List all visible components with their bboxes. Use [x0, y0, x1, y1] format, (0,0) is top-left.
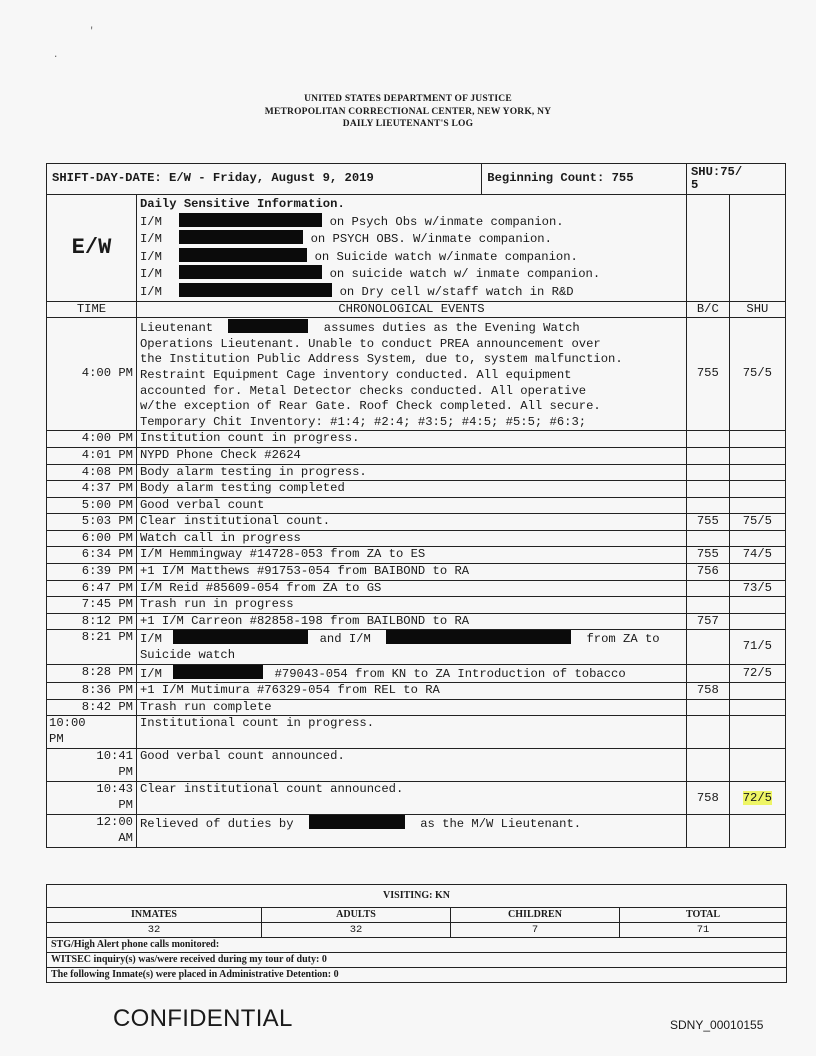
sensitive-prefix: I/M: [139, 284, 162, 299]
entry-shu: [729, 699, 785, 716]
entry-bc: [686, 481, 729, 498]
entry-time-value: 10:41: [96, 749, 133, 764]
entry-time-ampm: AM: [118, 831, 133, 845]
entry-time: [47, 815, 137, 848]
redaction-box: [179, 230, 303, 244]
entry-shu: 74/5: [729, 547, 785, 564]
redaction-box: [179, 283, 332, 297]
sensitive-line: [140, 213, 683, 231]
visiting-header-children: CHILDREN: [451, 908, 620, 923]
header-facility: METROPOLITAN CORRECTIONAL CENTER, NEW YORK, NY: [264, 106, 552, 117]
entry-shu: [729, 716, 785, 749]
redaction-box: [228, 319, 308, 333]
sensitive-text: on PSYCH OBS. W/inmate companion.: [310, 232, 552, 247]
admin-detention-line: The following Inmate(s) were placed in Administrative Detention: 0: [47, 968, 787, 983]
entry-time: 6:34 PM: [47, 547, 137, 564]
entry-bc: [686, 815, 729, 848]
entry-time: [47, 782, 137, 815]
visiting-adults-value: 32: [262, 923, 451, 938]
entry-shu: 75/5: [729, 318, 785, 431]
entry-shu: [729, 782, 785, 815]
entry-time: 8:36 PM: [47, 683, 137, 700]
log-entry: [47, 613, 786, 630]
entry-time: 4:00 PM: [47, 431, 137, 448]
entry-event: +1 I/M Carreon #82858-198 from BAILBOND to RA: [136, 613, 686, 630]
entry-shu: [729, 815, 785, 848]
entry-shu: 72/5: [729, 664, 785, 683]
header-agency: UNITED STATES DEPARTMENT OF JUSTICE: [304, 94, 512, 104]
event-line: [140, 630, 683, 648]
event-text: from ZA to: [586, 632, 660, 647]
log-entry: [47, 580, 786, 597]
lieutenant-log-table: [46, 163, 786, 848]
redaction-box: [309, 815, 405, 829]
entry-time-value: 12:00: [96, 815, 133, 830]
log-entry: [47, 431, 786, 448]
entry-event: [136, 630, 686, 664]
sensitive-text: on Dry cell w/staff watch in R&D: [339, 284, 574, 299]
log-entry: [47, 464, 786, 481]
entry-shu: [729, 530, 785, 547]
entry-bc: 757: [686, 613, 729, 630]
entry-shu: [729, 683, 785, 700]
sensitive-text: on Psych Obs w/inmate companion.: [329, 214, 564, 229]
sensitive-info-row: [47, 195, 786, 302]
event-line: accounted for. Metal Detector checks conducted. All operative: [139, 383, 587, 398]
sensitive-line: [140, 230, 683, 248]
entry-event: +1 I/M Matthews #91753-054 from BAIBOND to RA: [136, 564, 686, 581]
entry-bc: 755: [686, 318, 729, 431]
entry-shu: 73/5: [729, 580, 785, 597]
sensitive-prefix: I/M: [139, 232, 162, 247]
sensitive-text: on Suicide watch w/inmate companion.: [314, 249, 578, 264]
entry-time: 6:47 PM: [47, 580, 137, 597]
log-entry: [47, 447, 786, 464]
log-entry: [47, 530, 786, 547]
log-header-row: [47, 164, 786, 195]
visiting-children-value: 7: [451, 923, 620, 938]
sensitive-prefix: I/M: [139, 214, 162, 229]
entry-shu: [729, 597, 785, 614]
event-text: #79043-054 from KN to ZA Introduction of tobacco: [274, 666, 626, 681]
entry-time: 8:12 PM: [47, 613, 137, 630]
entry-event: Institutional count in progress.: [136, 716, 686, 749]
event-line: w/the exception of Rear Gate. Roof Check completed. All secure.: [139, 399, 601, 414]
visiting-header-inmates: INMATES: [47, 908, 262, 923]
entry-shu: [729, 564, 785, 581]
sensitive-bc-cell: [686, 195, 729, 302]
log-entries: [47, 683, 786, 716]
witsec-line: WITSEC inquiry(s) was/were received during my tour of duty: 0: [47, 953, 787, 968]
col-bc: B/C: [686, 301, 729, 318]
shu-count-bottom: 5: [690, 178, 699, 192]
entry-bc: 756: [686, 564, 729, 581]
event-text: I/M: [139, 666, 162, 681]
event-line: [140, 319, 683, 337]
entry-time-value: 10:43: [96, 782, 133, 797]
stg-line: STG/High Alert phone calls monitored:: [47, 938, 787, 953]
entry-bc: [686, 749, 729, 782]
event-line: Suicide watch: [139, 648, 236, 663]
entry-bc: [686, 630, 729, 664]
redaction-box: [179, 213, 322, 227]
entry-shu: 71/5: [729, 630, 785, 664]
log-entry: [47, 547, 786, 564]
confidential-label: CONFIDENTIAL: [113, 1005, 293, 1032]
redaction-box: [179, 248, 307, 262]
visiting-header-adults: ADULTS: [262, 908, 451, 923]
entry-bc: 758: [686, 782, 729, 815]
col-time: TIME: [47, 301, 137, 318]
column-header-row: [47, 301, 786, 318]
entry-event: [136, 815, 686, 848]
log-entry: [47, 683, 786, 700]
event-line: Temporary Chit Inventory: #1:4; #2:4; #3:5; #4:5; #5:5; #6:3;: [139, 414, 587, 429]
entry-event: Clear institutional count.: [136, 514, 686, 531]
event-text: Lieutenant: [139, 321, 214, 336]
entry-time-ampm: PM: [49, 732, 64, 746]
event-text: and I/M: [319, 632, 371, 647]
entry-shu: [729, 481, 785, 498]
entry-event: Clear institutional count announced.: [136, 782, 686, 815]
redaction-box: [386, 630, 571, 644]
log-entry: [47, 514, 786, 531]
event-text: assumes duties as the Evening Watch: [323, 321, 580, 336]
entry-time: 4:01 PM: [47, 447, 137, 464]
entry-shu: [729, 431, 785, 448]
entry-bc: [686, 597, 729, 614]
entry-time: 6:00 PM: [47, 530, 137, 547]
entry-time-ampm: PM: [118, 765, 133, 779]
log-entry: [47, 497, 786, 514]
sensitive-text: on suicide watch w/ inmate companion.: [329, 267, 601, 282]
entry-event: Body alarm testing completed: [136, 481, 686, 498]
entry-shu: [729, 447, 785, 464]
event-line: Restraint Equipment Cage inventory conducted. All equipment: [139, 367, 572, 382]
event-text: as the M/W Lieutenant.: [420, 817, 582, 832]
entry-time-ampm: PM: [118, 798, 133, 812]
event-text: Relieved of duties by: [139, 817, 294, 832]
entry-time: 4:08 PM: [47, 464, 137, 481]
highlighted-shu-count: 72/5: [742, 790, 772, 805]
entry-bc: [686, 580, 729, 597]
entry-event: Watch call in progress: [136, 530, 686, 547]
entry-time: 4:00 PM: [47, 318, 137, 431]
redaction-box: [173, 665, 263, 679]
sensitive-prefix: I/M: [139, 249, 162, 264]
entry-bc: [686, 664, 729, 683]
entry-shu: [729, 613, 785, 630]
entry-event: [136, 318, 686, 431]
sensitive-prefix: I/M: [139, 267, 162, 282]
entry-time: [47, 716, 137, 749]
entry-time: 8:42 PM: [47, 699, 137, 716]
entry-time: 6:39 PM: [47, 564, 137, 581]
sensitive-title: Daily Sensitive Information.: [139, 197, 345, 211]
entry-shu: 75/5: [729, 514, 785, 531]
entry-time: 5:03 PM: [47, 514, 137, 531]
log-entry: [47, 630, 786, 664]
entry-event: Institution count in progress.: [136, 431, 686, 448]
entry-time: [47, 749, 137, 782]
redaction-box: [179, 265, 322, 279]
log-entry: [47, 318, 786, 431]
shu-count-top: SHU:75/: [690, 165, 743, 179]
log-entries: [47, 431, 786, 630]
visiting-total-value: 71: [620, 923, 787, 938]
log-entry: [47, 699, 786, 716]
entry-event: Trash run in progress: [136, 597, 686, 614]
sensitive-line: [140, 265, 683, 283]
entry-time: 4:37 PM: [47, 481, 137, 498]
visiting-title: VISITING: KN: [47, 885, 787, 908]
entry-event: NYPD Phone Check #2624: [136, 447, 686, 464]
entry-bc: 755: [686, 547, 729, 564]
header-log-title: DAILY LIEUTENANT'S LOG: [342, 119, 474, 129]
entry-event: Good verbal count announced.: [136, 749, 686, 782]
entry-time-value: 10:00: [49, 716, 86, 731]
entry-time: 8:21 PM: [47, 630, 137, 664]
log-entry: [47, 716, 786, 749]
entry-shu: [729, 497, 785, 514]
beginning-count: Beginning Count: 755: [482, 164, 687, 195]
entry-bc: [686, 699, 729, 716]
event-text: I/M: [139, 632, 162, 647]
entry-bc: [686, 497, 729, 514]
entry-time: 5:00 PM: [47, 497, 137, 514]
visiting-inmates-value: 32: [47, 923, 262, 938]
entry-event: Trash run complete: [136, 699, 686, 716]
sensitive-line: [140, 283, 683, 301]
log-entry: [47, 597, 786, 614]
log-entry: [47, 564, 786, 581]
sensitive-shu-cell: [729, 195, 785, 302]
shift-code: E/W: [47, 195, 137, 302]
log-entry: [47, 815, 786, 848]
entry-event: [136, 664, 686, 683]
bates-number: SDNY_00010155: [670, 1018, 764, 1032]
entry-event: Body alarm testing in progress.: [136, 464, 686, 481]
scan-speck: ': [89, 26, 95, 36]
entry-bc: [686, 716, 729, 749]
document-header: [0, 93, 816, 131]
sensitive-line: [140, 248, 683, 266]
visiting-header-total: TOTAL: [620, 908, 787, 923]
entry-event: I/M Hemmingway #14728-053 from ZA to ES: [136, 547, 686, 564]
log-entry: [47, 481, 786, 498]
entry-time: 7:45 PM: [47, 597, 137, 614]
entry-time: 8:28 PM: [47, 664, 137, 683]
scan-speck: .: [53, 50, 59, 60]
redaction-box: [173, 630, 308, 644]
event-line: Operations Lieutenant. Unable to conduct PREA announcement over: [139, 336, 601, 351]
visiting-table: [46, 884, 787, 983]
shu-count-header: [686, 164, 785, 195]
col-shu: SHU: [729, 301, 785, 318]
entry-event: Good verbal count: [136, 497, 686, 514]
sensitive-info-cell: [136, 195, 686, 302]
entry-bc: [686, 447, 729, 464]
entry-bc: [686, 464, 729, 481]
entry-bc: 758: [686, 683, 729, 700]
log-entry: [47, 664, 786, 683]
log-entry: [47, 749, 786, 782]
col-events: CHRONOLOGICAL EVENTS: [136, 301, 686, 318]
entry-event: I/M Reid #85609-054 from ZA to GS: [136, 580, 686, 597]
entry-bc: [686, 530, 729, 547]
entry-shu: [729, 749, 785, 782]
entry-event: +1 I/M Mutimura #76329-054 from REL to RA: [136, 683, 686, 700]
entry-shu: [729, 464, 785, 481]
event-line: the Institution Public Address System, due to, system malfunction.: [139, 352, 623, 367]
entry-bc: 755: [686, 514, 729, 531]
shift-day-date: SHIFT-DAY-DATE: E/W - Friday, August 9, 2019: [47, 164, 482, 195]
log-entry: [47, 782, 786, 815]
entry-bc: [686, 431, 729, 448]
